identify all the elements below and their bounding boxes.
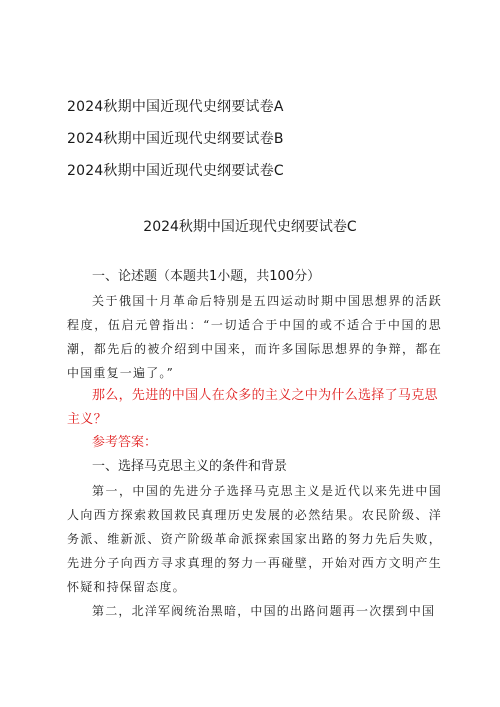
answer-label: 参考答案： bbox=[92, 435, 158, 450]
section-heading: 一、论述题（本题共1小题，共100分） bbox=[92, 269, 321, 284]
toc-item-a[interactable]: 2024秋期中国近现代史纲要试卷A bbox=[67, 99, 284, 115]
answer-paragraph: 第二，北洋军阀统治黑暗，中国的出路问题再一次摆到中国 bbox=[92, 604, 436, 618]
question-text: 那么，先进的中国人在众多的主义之中为什么选择了马克思主义？ bbox=[67, 388, 438, 427]
question-intro-paragraph: 关于俄国十月革命后特别是五四运动时期中国思想界的活跃程度，伍启元曾指出：“一切适合于中国的或不适合于中国的思潮，都先后的被介绍到中国来，而许多国际思想界的争辩，都在中国重复一遍了。” bbox=[67, 294, 442, 380]
answer-heading: 一、选择马克思主义的条件和背景 bbox=[92, 459, 288, 474]
answer-paragraph: 第一，中国的先进分子选择马克思主义是近代以来先进中国人向西方探索救国救民真理历史发展的必然结果。农民阶级、洋务派、维新派、资产阶级革命派探索国家出路的努力先后失败，先进分子向西方寻求真理的努力一再碰壁，开始对西方文明产生怀疑和持保留态度。 bbox=[67, 484, 442, 594]
document-title: 2024秋期中国近现代史纲要试卷C bbox=[143, 219, 357, 235]
toc-item-b[interactable]: 2024秋期中国近现代史纲要试卷B bbox=[67, 131, 284, 147]
toc-item-c[interactable]: 2024秋期中国近现代史纲要试卷C bbox=[67, 163, 284, 179]
